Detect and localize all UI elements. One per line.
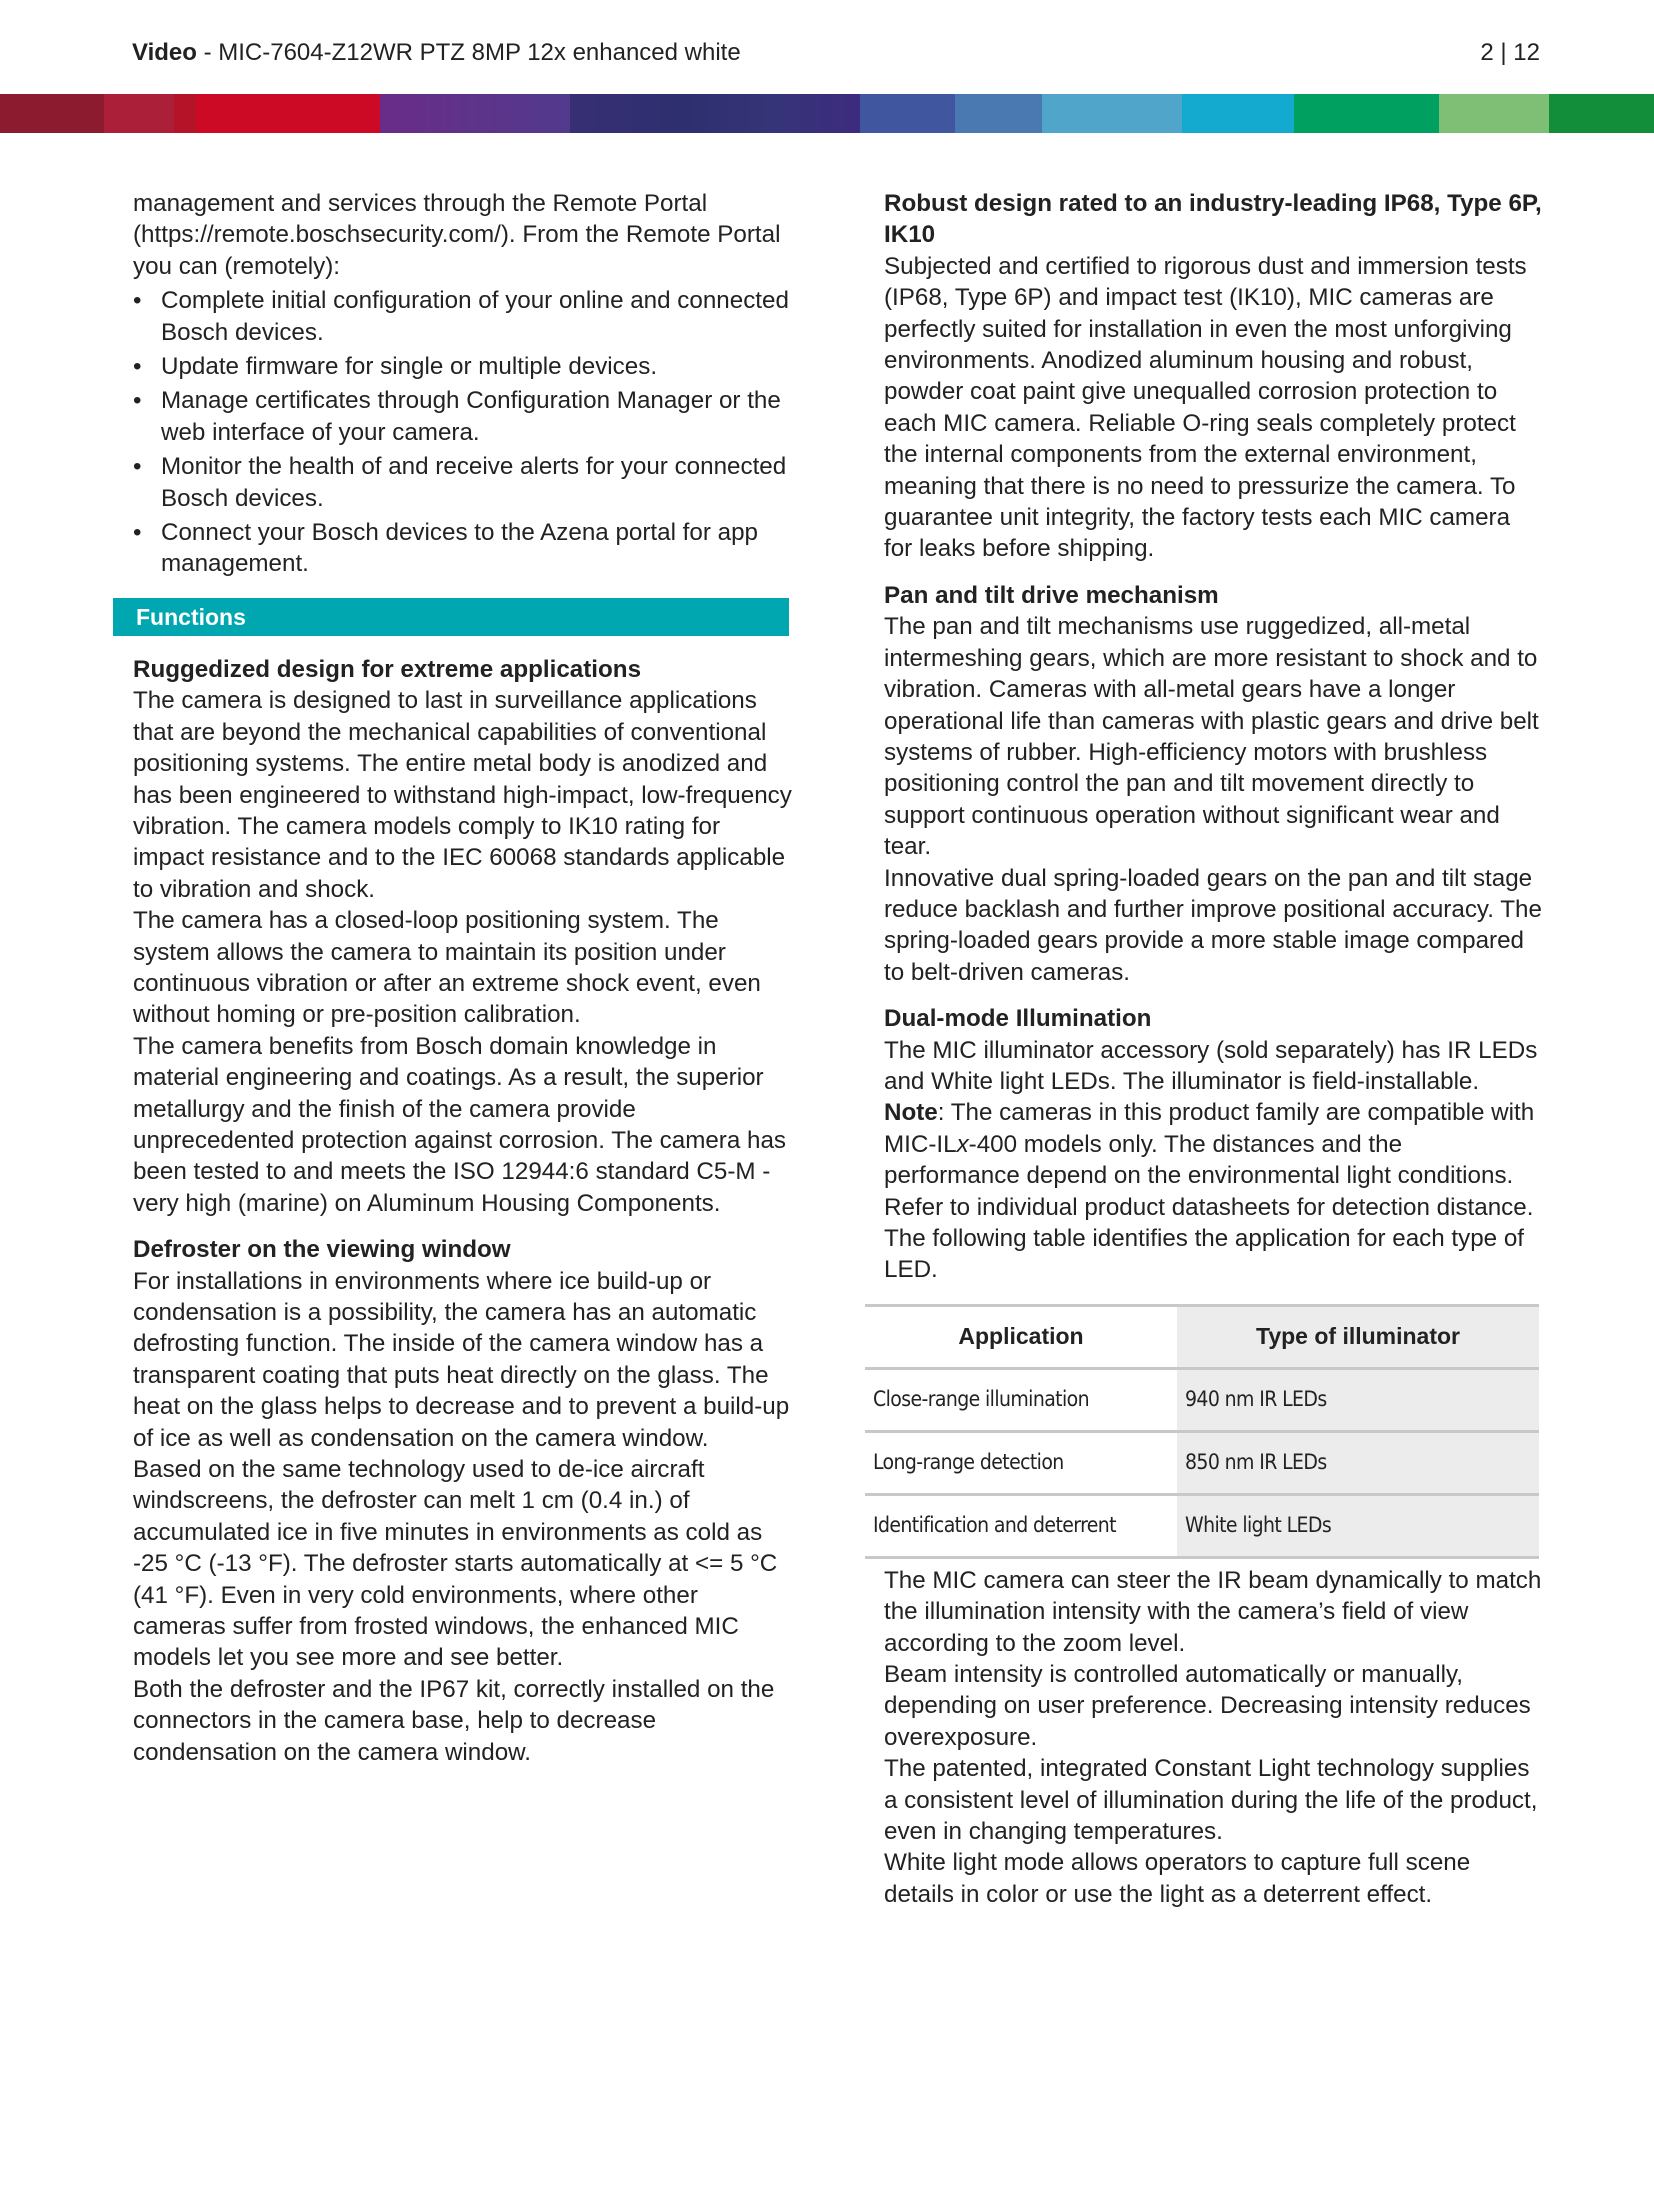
bullet-item (133, 385, 793, 448)
page-header (132, 36, 1540, 70)
illumination-table-intro: The following table identifies the application for each type of LED. (884, 1225, 1525, 1284)
rugged-heading: Ruggedized design for extreme applications (133, 655, 642, 683)
bullet-text: Complete initial configuration of your online and connected Bosch devices. (161, 287, 789, 346)
bullet-icon: • (133, 453, 142, 481)
cell-application: Close-range illumination (865, 1368, 1177, 1431)
bullet-item (133, 351, 793, 382)
bullet-text: Update firmware for single or multiple devices. (161, 353, 658, 381)
rugged-paragraph-3: The camera benefits from Bosch domain knowledge in material engineering and coatings. As a result, the superior metallurgy and the finish of the camera provide unprecedented protection against corrosion. The camera has been tested to and meets the ISO 12944:6 standard C5-M - very high (marine) on Aluminum Housing Components. (133, 1032, 787, 1217)
column-header-illuminator-type: Type of illuminator (1177, 1305, 1539, 1368)
band-segment (1294, 94, 1439, 133)
band-segment (860, 94, 955, 133)
bullet-icon: • (133, 287, 142, 315)
illumination-intro: The MIC illuminator accessory (sold separately) has IR LEDs and White light LEDs. The illuminator is field-installable. (884, 1036, 1538, 1095)
pantilt-heading: Pan and tilt drive mechanism (884, 581, 1219, 609)
bullet-icon: • (133, 519, 142, 547)
robust-heading: Robust design rated to an industry-leading IP68, Type 6P, IK10 (884, 190, 1542, 249)
column-header-application: Application (865, 1305, 1177, 1368)
table-row (865, 1368, 1539, 1431)
band-segment (570, 94, 860, 133)
band-segment (1042, 94, 1182, 133)
functions-section-header: Functions (113, 598, 789, 636)
note-text: -400 models only. The distances and the performance depend on the environmental light conditions. (884, 1130, 1514, 1190)
pantilt-paragraph-1: The pan and tilt mechanisms use ruggedized, all-metal intermeshing gears, which are more resistant to shock and to vibration. Cameras with all-metal gears have a longer operational life than cameras with plastic gears and drive belt systems of rubber. High-efficiency motors with brushless positioning control the pan and tilt movement directly to support continuous operation without significant wear and tear. (884, 613, 1539, 861)
robust-paragraph: Subjected and certified to rigorous dust and immersion tests (IP68, Type 6P) and impact test (IK10), MIC cameras are perfectly suited for installation in even the most unforgiving environments. Anodized aluminum housing and robust, powder coat paint give unequalled corrosion protection to each MIC camera. Reliable O-ring seals completely protect the internal components from the external environment, meaning that there is no need to pressurize the camera. To guarantee unit integrity, the factory tests each MIC camera for leaks before shipping. (884, 252, 1527, 563)
note-italic: x (956, 1130, 969, 1158)
bullet-item (133, 517, 793, 580)
table-header-row (865, 1305, 1539, 1368)
defroster-paragraph-3: Both the defroster and the IP67 kit, correctly installed on the connectors in the camera base, help to decrease condensation on the camera window. (133, 1675, 775, 1766)
illuminator-table (865, 1304, 1539, 1559)
page-number: 2 | 12 (1480, 39, 1540, 66)
band-segment (196, 94, 380, 133)
brand-color-band (0, 94, 1654, 133)
band-segment (1549, 94, 1654, 133)
band-segment (104, 94, 174, 133)
illumination-refer: Refer to individual product datasheets for detection distance. (884, 1193, 1534, 1221)
rugged-paragraph-2: The camera has a closed-loop positioning system. The system allows the camera to maintain its position under continuous vibration or after an extreme shock event, even without homing or pre-position calibration. (133, 907, 761, 1029)
left-column (133, 188, 793, 1768)
cell-application: Identification and deterrent (865, 1494, 1177, 1557)
defroster-paragraph-2: Based on the same technology used to de-ice aircraft windscreens, the defroster can melt 1 cm (0.4 in.) of accumulated ice in five minutes in environments as cold as -25 °C (-13 °F). The defroster starts automatically at <= 5 °C (41 °F). Even in very cold environments, where other cameras suffer from frosted windows, the enhanced MIC models let you see more and see better. (133, 1456, 778, 1672)
cell-illuminator: White light LEDs (1177, 1494, 1539, 1557)
header-product: MIC-7604-Z12WR PTZ 8MP 12x enhanced white (218, 39, 741, 66)
header-category: Video (132, 39, 197, 66)
white-light-paragraph: White light mode allows operators to capture full scene details in color or use the light as a deterrent effect. (884, 1849, 1471, 1908)
band-segment (380, 94, 570, 133)
bullet-item (133, 451, 793, 514)
band-segment (1439, 94, 1549, 133)
bullet-text: Manage certificates through Configuration Manager or the web interface of your camera. (161, 387, 781, 446)
beam-intensity-paragraph: Beam intensity is controlled automatically or manually, depending on user preference. Decreasing intensity reduces overexposure. (884, 1661, 1531, 1751)
beam-steer-paragraph: The MIC camera can steer the IR beam dynamically to match the illumination intensity with the camera’s field of view according to the zoom level. (884, 1566, 1542, 1657)
right-column (873, 188, 1544, 1910)
pantilt-paragraph-2: Innovative dual spring-loaded gears on the pan and tilt stage reduce backlash and further improve positional accuracy. The spring-loaded gears provide a more stable image compared to belt-driven cameras. (884, 864, 1542, 986)
band-segment (955, 94, 1042, 133)
illumination-heading: Dual-mode Illumination (884, 1005, 1152, 1033)
defroster-heading: Defroster on the viewing window (133, 1236, 511, 1264)
band-segment (0, 94, 104, 133)
defroster-paragraph-1: For installations in environments where ice build-up or condensation is a possibility, the camera has an automatic defrosting function. The inside of the camera window has a transparent coating that puts heat directly on the glass. The heat on the glass helps to decrease and to prevent a build-up of ice as well as condensation on the camera window. (133, 1267, 790, 1452)
bullet-icon: • (133, 387, 142, 415)
note-label: Note (884, 1099, 938, 1127)
band-segment (174, 94, 196, 133)
bullet-icon: • (133, 353, 142, 381)
table-row (865, 1431, 1539, 1494)
header-separator: - (196, 39, 219, 66)
rugged-paragraph-1: The camera is designed to last in surveillance applications that are beyond the mechanical capabilities of conventional positioning systems. The entire metal body is anodized and has been engineered to withstand high-impact, low-frequency vibration. The camera models comply to IK10 rating for impact resistance and to the IEC 60068 standards applicable to vibration and shock. (133, 687, 792, 903)
bullet-text: Monitor the health of and receive alerts for your connected Bosch devices. (161, 453, 787, 512)
cell-illuminator: 850 nm IR LEDs (1177, 1431, 1539, 1494)
bullet-item (133, 285, 793, 348)
remote-portal-intro: management and services through the Remote Portal (https://remote.boschsecurity.com/). From the Remote Portal you can (remotely): (133, 190, 781, 280)
table-row (865, 1494, 1539, 1557)
cell-application: Long-range detection (865, 1431, 1177, 1494)
remote-portal-bullet-list (133, 285, 793, 580)
band-segment (1182, 94, 1294, 133)
bullet-text: Connect your Bosch devices to the Azena portal for app management. (161, 519, 758, 578)
illumination-note (884, 1097, 1544, 1191)
note-text: : The cameras in this product family are compatible with MIC-IL (884, 1099, 1535, 1158)
constant-light-paragraph: The patented, integrated Constant Light technology supplies a consistent level of illumination during the life of the product, even in changing temperatures. (884, 1755, 1538, 1846)
cell-illuminator: 940 nm IR LEDs (1177, 1368, 1539, 1431)
